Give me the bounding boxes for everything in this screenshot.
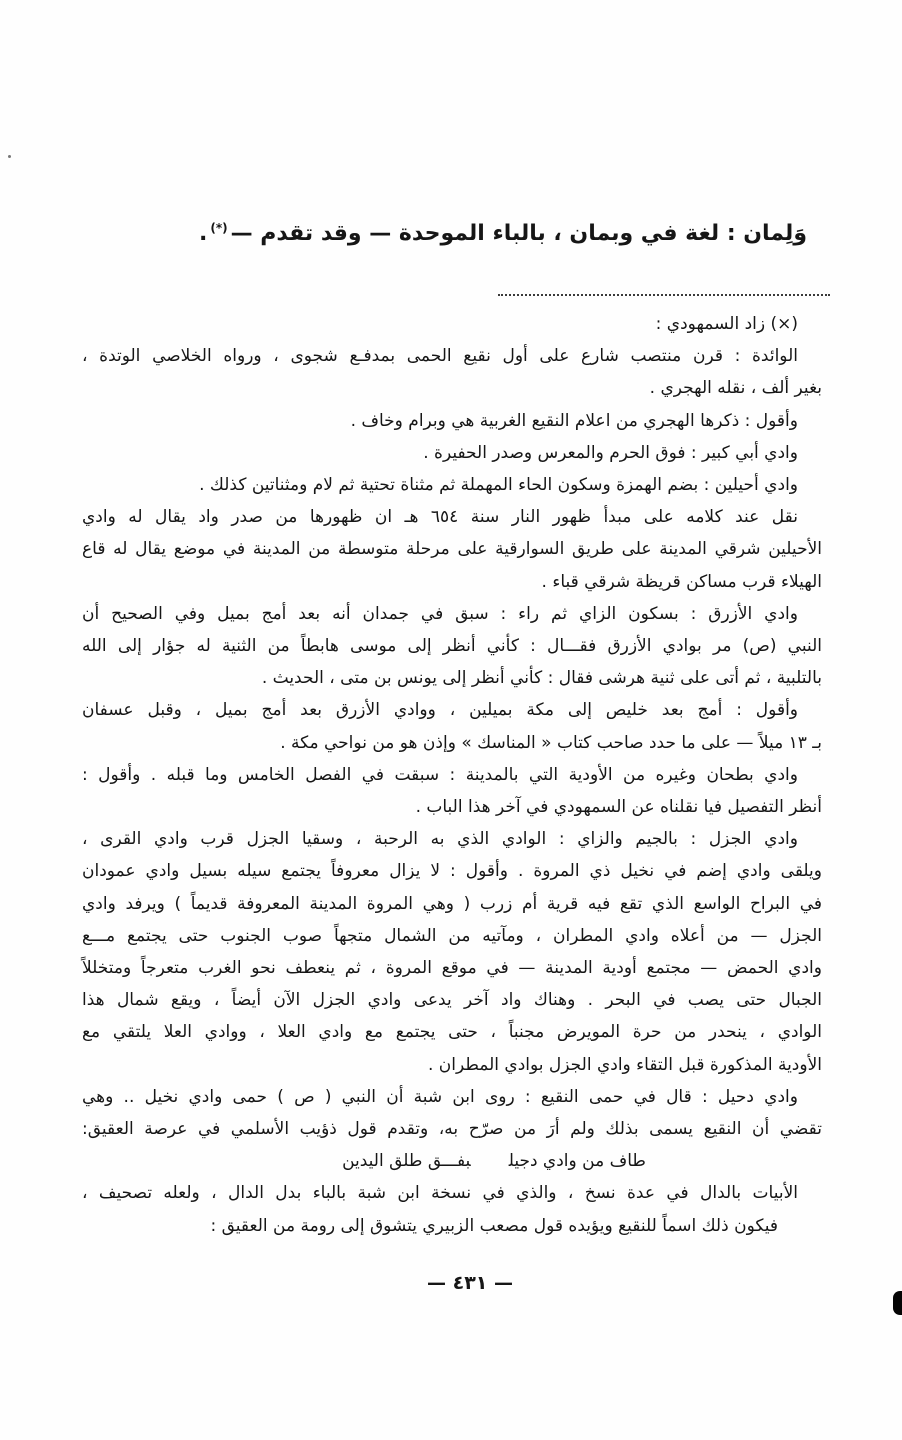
footnote-line: (×) زاد السمهودي :: [655, 314, 798, 334]
footnote-line: بـ ١٣ ميلاً — على ما حدد صاحب كتاب « المناسك » وإذن هو من نواحي مكة .: [280, 732, 822, 753]
footnote-line: ويلقى وادي إضم في نخيل ذي المروة . وأقول : لا يزال معروفاً يجتمع سيله بسيل وادي عمودان: [82, 861, 822, 882]
footnote-line: الوادي ، ينحدر من حرة المويرض مجنباً ، حتى يجتمع مع وادي العلا ، ووادي العلا يلتقي مع: [82, 1022, 822, 1043]
footnote-line: بالتلبية ، ثم أتى على ثنية هرشى فقال : كأني أنظر إلى يونس بن متى ، الحديث .: [261, 668, 822, 689]
footnote-line: الوائدة : قرن منتصب شارع على أول نقيع الحمى بمدفـع شجوى ، ورواه الخلاصي الوتدة ،: [82, 346, 798, 367]
footnote-line: في البراح الواسع الذي تقع فيه قرية أم زرب ( وهي المروة المدينة المعروفة قديماً ) ويرفد وادي: [82, 893, 822, 914]
footnote-line: أنظر التفصيل فيا نقلناه عن السمهودي في آخر هذا الباب .: [415, 797, 822, 818]
entry-heading-period: .: [198, 221, 208, 246]
footnote-line: وأقول : أمج بعد خليص إلى مكة بميلين ، ووادي الأزرق بعد أمج بميل ، وقبل عسفان: [82, 700, 798, 721]
ink-smudge-artifact: [893, 1291, 902, 1315]
footnote-line: وأقول : ذكرها الهجري من اعلام النقيع الغربية هي وبرام وخاف .: [350, 410, 798, 431]
entry-heading: [199, 221, 807, 246]
footnote-line: بغير ألف ، نقله الهجري .: [649, 378, 822, 399]
footnote-line: الجزل — من أعلاه وادي المطران ، ومآتيه من الشمال متجهاً صوب الجنوب حتى يجتمع مـــع: [82, 925, 822, 946]
footnote-line: وادي الحمض — مجتمع أودية المدينة — في موقع المروة ، ثم ينعطف نحو الغرب متعرجاً ومتخللاً: [82, 958, 822, 979]
footnote-line: فيكون ذلك اسماً للنقيع ويؤيده قول مصعب الزبيري يتشوق إلى رومة من العقيق :: [210, 1215, 778, 1236]
footnote-line: الأحيلين شرقي المدينة على طريق السوارقية على مرحلة متوسطة من المدينة في موضع يقال له قاع: [82, 539, 822, 560]
footnote-line: وادي أحيلين : بضم الهمزة وسكون الحاء المهملة ثم مثناة تحتية ثم لام ومثناتين كذلك .: [199, 475, 798, 496]
footnote-line: نقل عند كلامه على مبدأ ظهور النار سنة ٦٥٤ هـ ان ظهورها من صدر واد يقال له وادي: [82, 507, 798, 528]
page-number: — ٤٣١ —: [426, 1272, 514, 1294]
footnote-line: وادي أبي كبير : فوق الحرم والمعرس وصدر الحفيرة .: [423, 442, 798, 463]
scan-speck-artifact: [8, 155, 11, 158]
footnote-line: الهيلاء قرب مساكن قريظة شرقي قباء .: [541, 571, 822, 592]
verse-hemistich-1: طاف من وادي دجيل: [508, 1151, 646, 1172]
footnote-line: تقضي أن النقيع يسمى بذلك ولم أرَ من صرّح به، وتقدم قول ذؤيب الأسلمي في عرصة العقيق:: [82, 1119, 822, 1140]
footnote-line: الأبيات بالدال في عدة نسخ ، والذي في نسخة ابن شبة بالباء بدل الدال ، ولعله تصحيف ،: [82, 1183, 798, 1204]
footnote-separator-rule: [498, 294, 830, 296]
footnote-block: [82, 308, 822, 1242]
footnote-line: وادي بطحان وغيره من الأودية التي بالمدينة : سبقت في الفصل الخامس وما قبله . وأقول :: [82, 764, 798, 785]
footnote-line: وادي دحيل : قال في حمى النقيع : روى ابن شبة أن النبي ( ص ) حمى وادي نخيل .. وهي: [82, 1086, 798, 1107]
entry-heading-text: وَلِمان : لغة في وبمان ، بالباء الموحدة — وقد تقدم —: [230, 221, 807, 246]
footnote-lines: [82, 308, 822, 1242]
footnote-line: الأودية المذكورة قبل التقاء وادي الجزل بوادي المطران .: [427, 1054, 822, 1075]
footnote-line: النبي (ص) مر بوادي الأزرق فقـــال : كأني أنظر إلى موسى هابطاً من الثنية له جؤار إلى الله: [82, 636, 822, 657]
verse-hemistich-2: بفـــق طلق اليدين: [342, 1151, 471, 1172]
footnote-line: وادي الأزرق : بسكون الزاي ثم راء : سبق في جمدان أنه بعد أمج بميل وفي الصحيح أن: [82, 603, 798, 624]
verse-line: [82, 1145, 822, 1177]
footnote-line: وادي الجزل : بالجيم والزاي : الوادي الذي به الرحبة ، وسقيا الجزل قرب وادي القرى ،: [82, 829, 798, 850]
footnote-marker: (*): [210, 221, 228, 235]
footnote-line: الجبال حتى يصب في البحر . وهناك واد آخر يدعى وادي الجزل الآن أيضاً ، ويقع شمال هذا: [82, 990, 822, 1011]
